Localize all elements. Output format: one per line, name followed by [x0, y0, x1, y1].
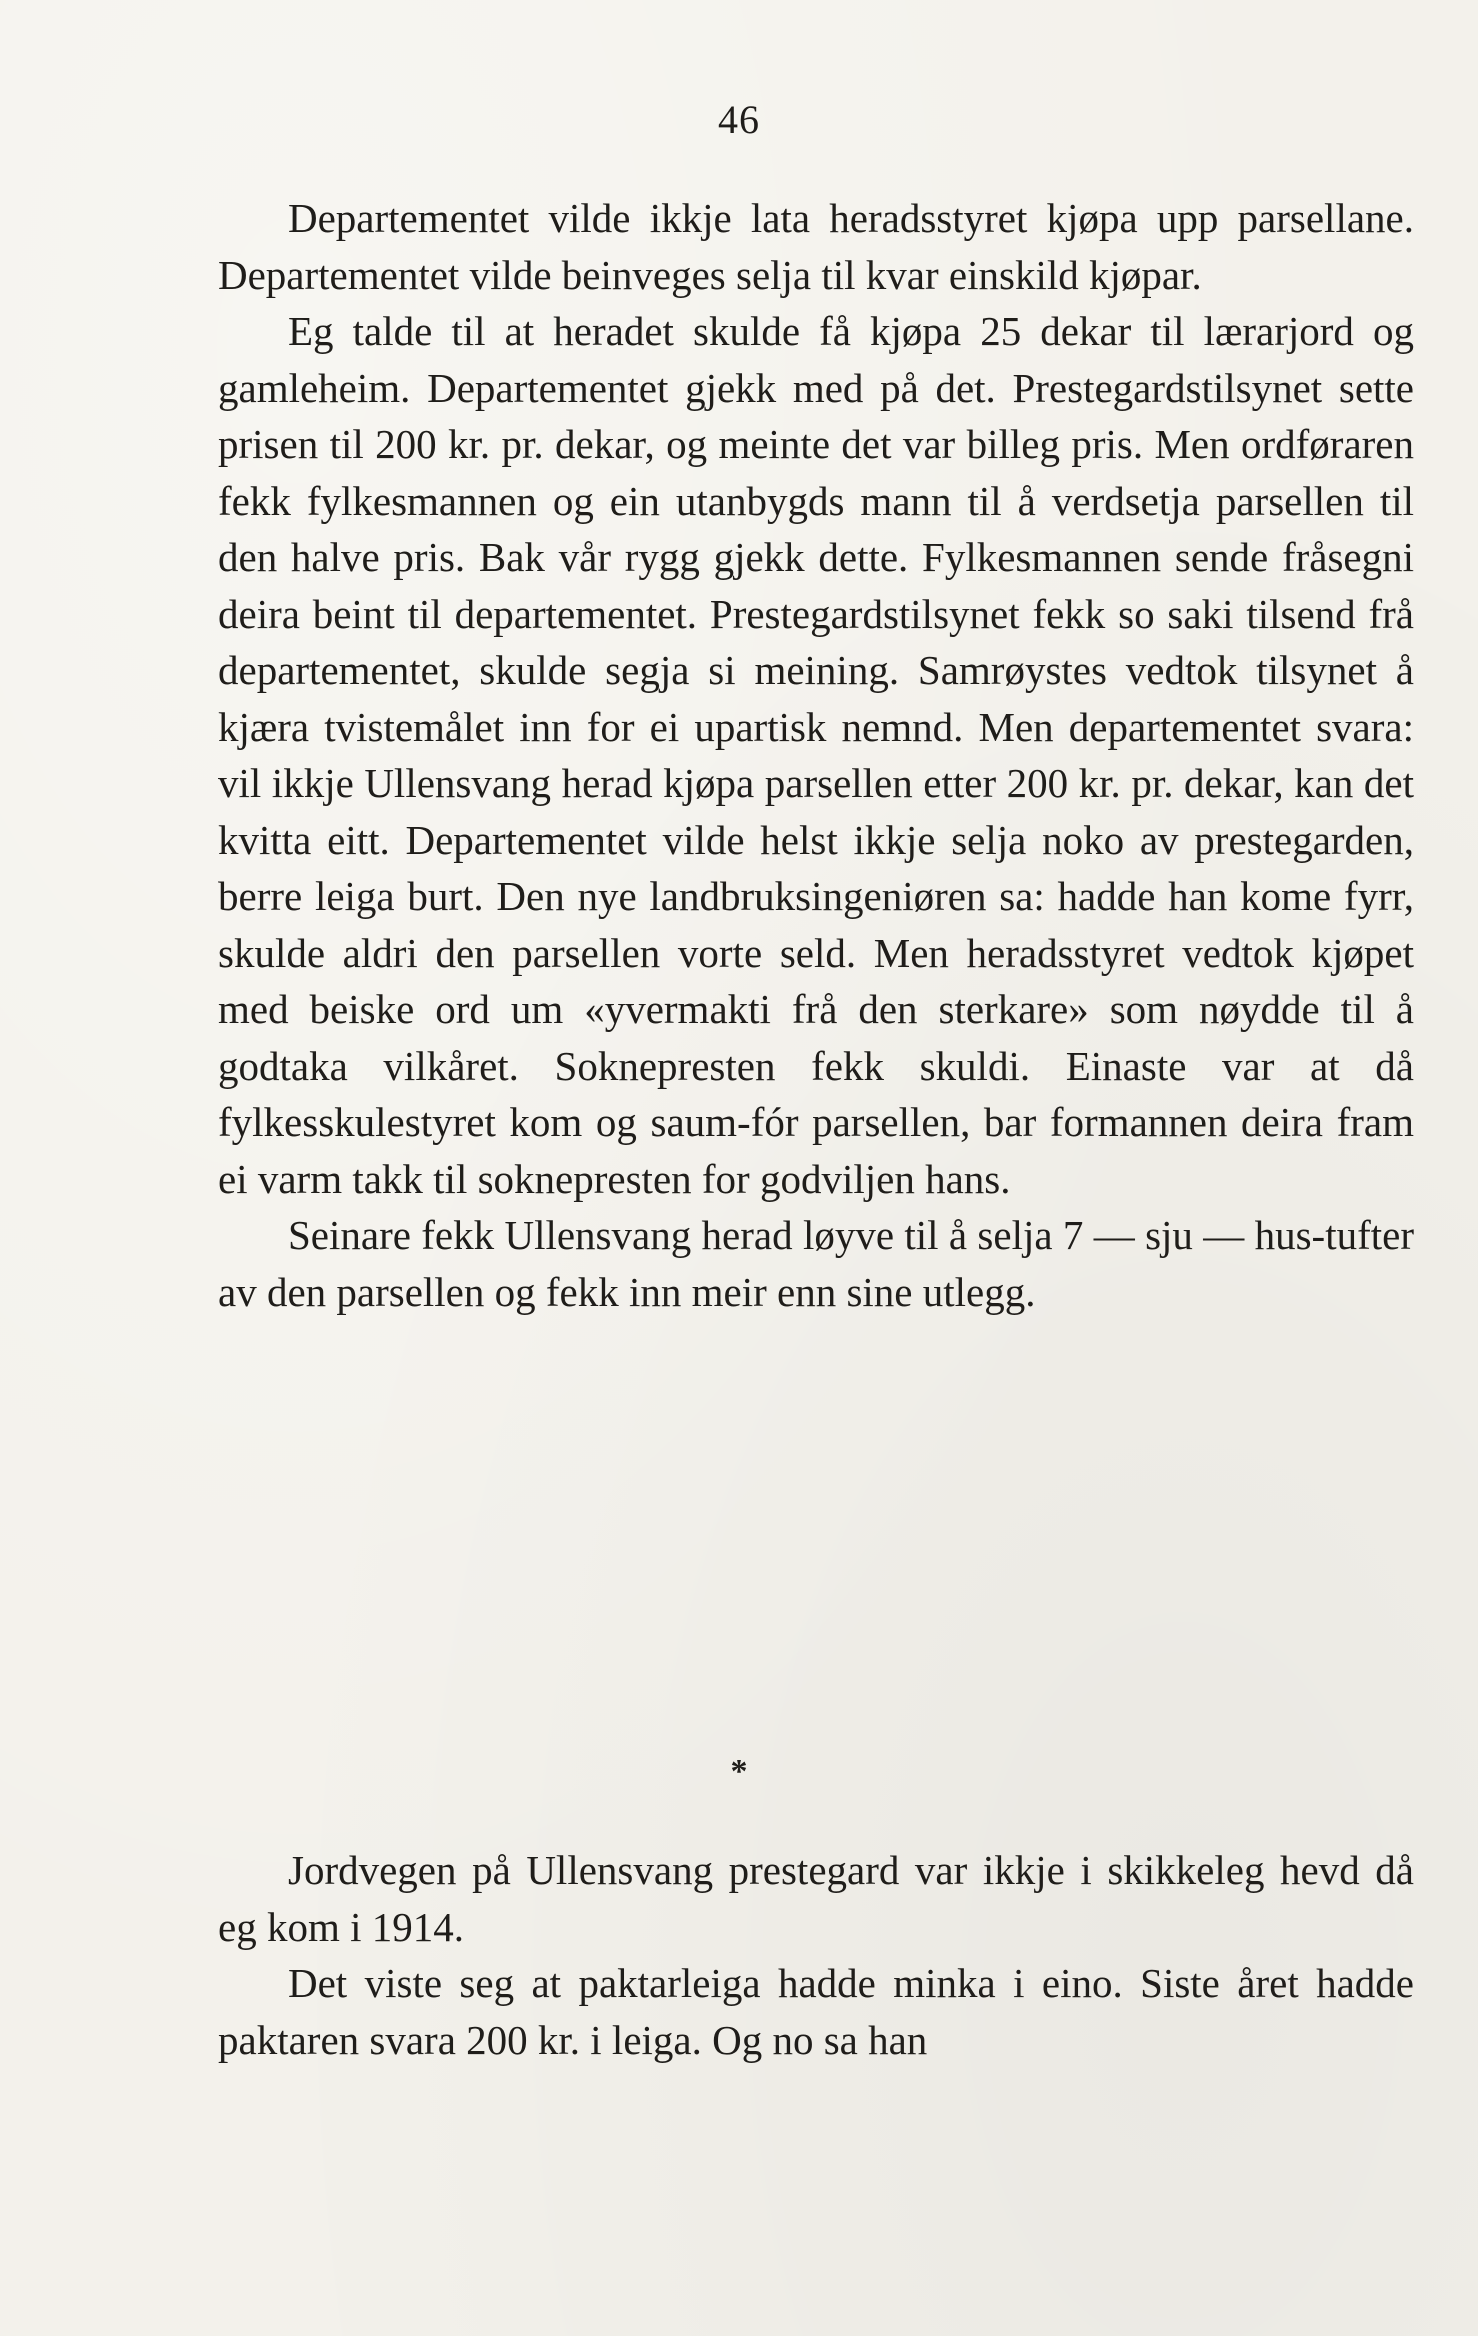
paragraph: Eg talde til at heradet skulde få kjøpa 25 dekar til lærarjord og gamleheim. Departementet gjekk med på det. Prestegardstilsynet sette prisen til 200 kr. pr. dekar, og meinte det var billeg pris. Men ordføraren fekk fylkesmannen og ein utanbygds mann til å verdsetja parsellen til den halve pris. Bak vår rygg gjekk dette. Fylkesmannen sende fråsegni deira beint til departementet. Prestegardstilsynet fekk so saki tilsend frå departementet, skulde segja si meining. Samrøystes vedtok tilsynet å kjæra tvistemålet inn for ei upartisk nemnd. Men departementet svara: vil ikkje Ullensvang herad kjøpa parsellen etter 200 kr. pr. dekar, kan det kvitta eitt. Departementet vilde helst ikkje selja noko av prestegarden, berre leiga burt. Den nye landbruksingeniøren sa: hadde han kome fyrr, skulde aldri den parsellen vorte seld. Men heradsstyret vedtok kjøpet med beiske ord um «yvermakti frå den sterkare» som nøydde til å godtaka vilkåret. Soknepresten fekk skuldi. Einaste var at då fylkesskulestyret kom og saum-fór parsellen, bar formannen deira fram ei varm takk til soknepresten for godviljen hans. [218, 308, 1414, 1202]
page-number: 46 [718, 97, 760, 142]
paragraph: Det viste seg at paktarleiga hadde minka i eino. Siste året hadde paktaren svara 200 kr. i leiga. Og no sa han [218, 1960, 1414, 2063]
section-one [218, 190, 1414, 1320]
section-two [218, 1842, 1414, 2068]
section-separator: * [730, 1753, 748, 1790]
paragraph: Departementet vilde ikkje lata heradsstyret kjøpa upp parsellane. Departementet vilde beinveges selja til kvar einskild kjøpar. [218, 195, 1414, 298]
paragraph: Jordvegen på Ullensvang prestegard var ikkje i skikkeleg hevd då eg kom i 1914. [218, 1847, 1414, 1950]
paragraph: Seinare fekk Ullensvang herad løyve til å selja 7 — sju — hus-tufter av den parsellen og fekk inn meir enn sine utlegg. [218, 1212, 1414, 1315]
